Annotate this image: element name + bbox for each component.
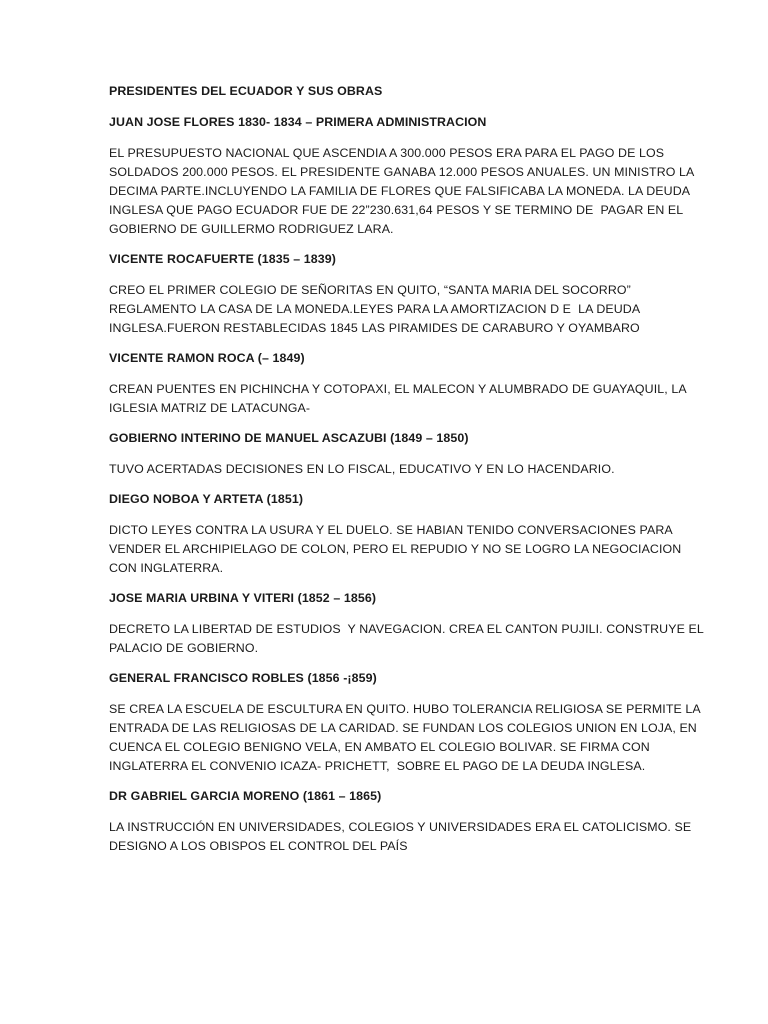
section-heading: JUAN JOSE FLORES 1830- 1834 – PRIMERA ADMINISTRACION [109,115,487,129]
section-body [109,281,669,338]
body-line: ENTRADA DE LAS RELIGIOSAS DE LA CARIDAD. SE FUNDAN LOS COLEGIOS UNION EN LOJA, EN [109,721,697,735]
body-line: IGLESIA MATRIZ DE LATACUNGA- [109,401,311,415]
body-line: DESIGNO A LOS OBISPOS EL CONTROL DEL PAÍS [109,839,408,853]
document-page [109,82,704,867]
section-heading: JOSE MARIA URBINA Y VITERI (1852 – 1856) [109,591,377,605]
body-line: GOBIERNO DE GUILLERMO RODRIGUEZ LARA. [109,222,394,236]
section-body [109,380,687,418]
section-garcia-moreno [109,787,692,856]
section-body [109,700,701,776]
body-line: LA INSTRUCCIÓN EN UNIVERSIDADES, COLEGIOS Y UNIVERSIDADES ERA EL CATOLICISMO. SE [109,820,692,834]
body-line: PALACIO DE GOBIERNO. [109,641,259,655]
section-urbina [109,589,704,658]
body-line: DICTO LEYES CONTRA LA USURA Y EL DUELO. SE HABIAN TENIDO CONVERSACIONES PARA [109,523,673,537]
section-heading: DIEGO NOBOA Y ARTETA (1851) [109,492,304,506]
section-body [109,818,692,856]
body-line: REGLAMENTO LA CASA DE LA MONEDA.LEYES PARA LA AMORTIZACION D E LA DEUDA [109,302,641,316]
section-body [109,620,704,658]
section-heading: VICENTE RAMON ROCA (– 1849) [109,351,305,365]
document-title: PRESIDENTES DEL ECUADOR Y SUS OBRAS [109,84,383,98]
section-flores [109,113,695,239]
body-line: DECIMA PARTE.INCLUYENDO LA FAMILIA DE FLORES QUE FALSIFICABA LA MONEDA. LA DEUDA [109,184,691,198]
body-line: TUVO ACERTADAS DECISIONES EN LO FISCAL, EDUCATIVO Y EN LO HACENDARIO. [109,462,615,476]
body-line: CUENCA EL COLEGIO BENIGNO VELA, EN AMBATO EL COLEGIO BOLIVAR. SE FIRMA CON [109,740,650,754]
body-line: CON INGLATERRA. [109,561,224,575]
section-heading: GOBIERNO INTERINO DE MANUEL ASCAZUBI (1849 – 1850) [109,431,469,445]
section-heading: GENERAL FRANCISCO ROBLES (1856 -¡859) [109,671,377,685]
section-roca [109,349,687,418]
body-line: INGLATERRA EL CONVENIO ICAZA- PRICHETT, SOBRE EL PAGO DE LA DEUDA INGLESA. [109,759,646,773]
section-body [109,144,695,239]
section-body [109,521,682,578]
body-line: SOLDADOS 200.000 PESOS. EL PRESIDENTE GANABA 12.000 PESOS ANUALES. UN MINISTRO LA [109,165,695,179]
body-line: DECRETO LA LIBERTAD DE ESTUDIOS Y NAVEGACION. CREA EL CANTON PUJILI. CONSTRUYE EL [109,622,704,636]
section-body [109,460,669,479]
body-line: CREO EL PRIMER COLEGIO DE SEÑORITAS EN QUITO, “SANTA MARIA DEL SOCORRO” [109,283,631,297]
body-line: VENDER EL ARCHIPIELAGO DE COLON, PERO EL REPUDIO Y NO SE LOGRO LA NEGOCIACION [109,542,682,556]
section-heading: DR GABRIEL GARCIA MORENO (1861 – 1865) [109,789,382,803]
section-robles [109,669,701,776]
section-rocafuerte [109,250,669,338]
section-heading: VICENTE ROCAFUERTE (1835 – 1839) [109,252,336,266]
body-line: INGLESA.FUERON RESTABLECIDAS 1845 LAS PIRAMIDES DE CARABURO Y OYAMBARO [109,321,640,335]
body-line: INGLESA QUE PAGO ECUADOR FUE DE 22”230.631,64 PESOS Y SE TERMINO DE PAGAR EN EL [109,203,684,217]
body-line: SE CREA LA ESCUELA DE ESCULTURA EN QUITO. HUBO TOLERANCIA RELIGIOSA SE PERMITE LA [109,702,701,716]
section-noboa [109,490,682,578]
body-line: CREAN PUENTES EN PICHINCHA Y COTOPAXI, EL MALECON Y ALUMBRADO DE GUAYAQUIL, LA [109,382,687,396]
body-line: EL PRESUPUESTO NACIONAL QUE ASCENDIA A 300.000 PESOS ERA PARA EL PAGO DE LOS [109,146,665,160]
section-ascazubi [109,429,669,479]
